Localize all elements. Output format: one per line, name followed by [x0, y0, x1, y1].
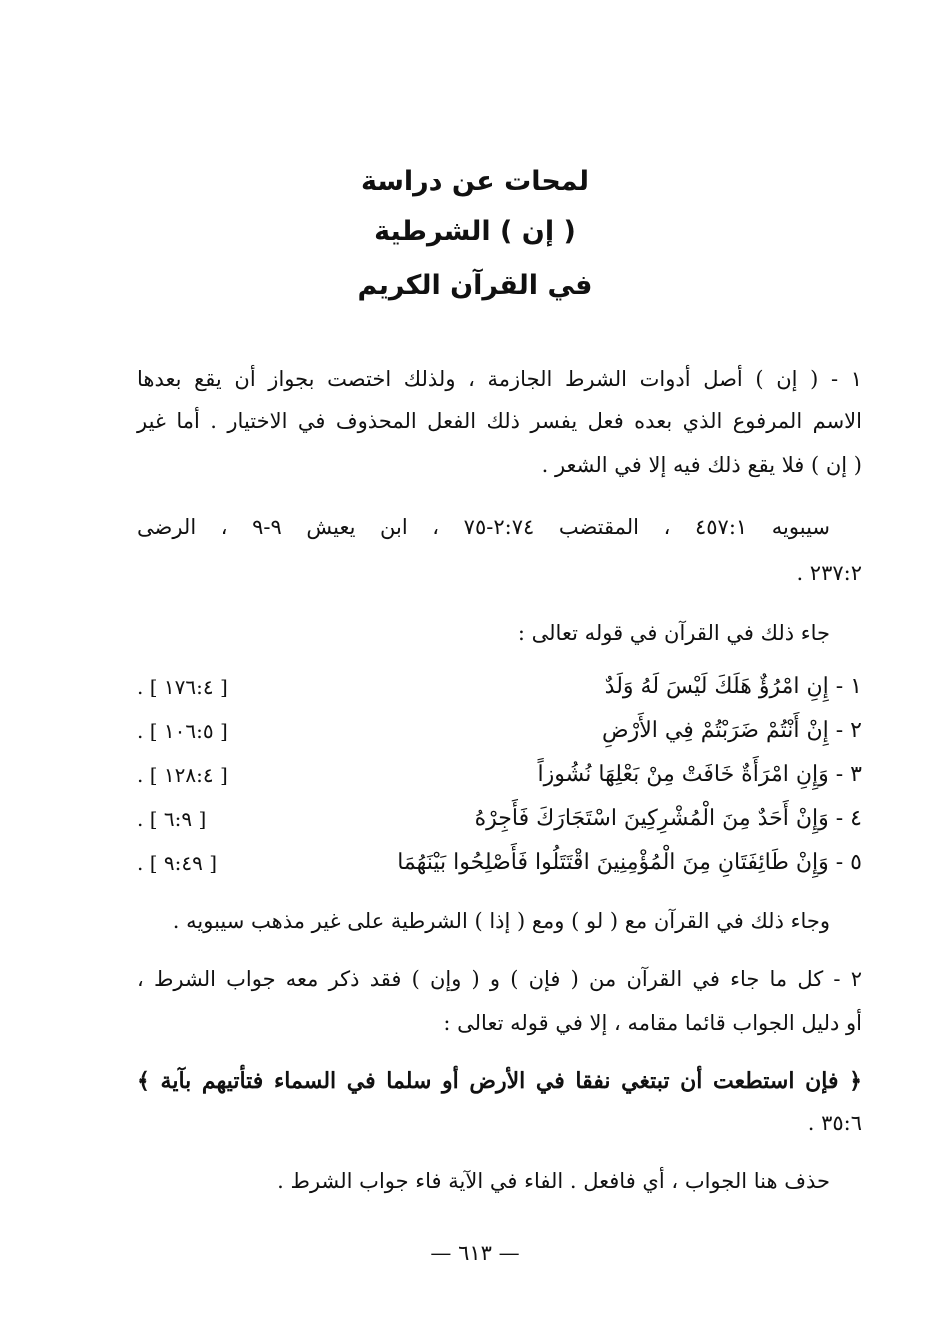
quoted-verse: ﴿ فإن استطعت أن تبتغي نفقا في الأرض أو سلما في السماء فتأتيهم بآية ﴾: [137, 1068, 862, 1094]
verse-row: [137, 670, 862, 704]
title-line-1: لمحات عن دراسة: [360, 166, 590, 197]
verse-row: [137, 802, 862, 836]
verse-row: [137, 846, 862, 880]
references-line-2: ٢٣٧:٢ .: [796, 561, 862, 585]
paragraph-1-line-2: الاسم المرفوع الذي بعده فعل يفسر ذلك الفعل المحذوف في الاختيار . أما غير: [137, 409, 862, 433]
verse-reference: [ ٩:٤٩ ] .: [137, 851, 218, 875]
page-number: — ٦١٣ —: [430, 1241, 520, 1265]
title-line-3: في القرآن الكريم: [357, 270, 593, 301]
verse-text: ٣ - وَإِنِ امْرَأَةٌ خَافَتْ مِنْ بَعْلِهَا نُشُوزاً: [537, 762, 862, 787]
verse-reference: [ ١٧٦:٤ ] .: [137, 675, 228, 699]
verse-reference: [ ٦:٩ ] .: [137, 807, 207, 831]
closing-sentence: حذف هنا الجواب ، أي فافعل . الفاء في الآية فاء جواب الشرط .: [277, 1169, 830, 1193]
verse-reference: [ ١٢٨:٤ ] .: [137, 763, 228, 787]
paragraph-1-line-3: ( إن ) فلا يقع ذلك فيه إلا في الشعر .: [541, 453, 862, 477]
paragraph-3-line-2: أو دليل الجواب قائما مقامه ، إلا في قوله تعالى :: [443, 1011, 862, 1035]
verse-text: ٢ - إِنْ أَنْتُمْ ضَرَبْتُمْ فِي الأَرْضِ: [602, 718, 862, 743]
title-line-2: ( إن ) الشرطية: [374, 216, 576, 247]
verse-text: ٥ - وَإِنْ طَائِفَتَانِ مِنَ الْمُؤْمِنِينَ اقْتَتَلُوا فَأَصْلِحُوا بَيْنَهُمَا: [397, 850, 862, 875]
verse-row: [137, 714, 862, 748]
verse-row: [137, 758, 862, 792]
quoted-verse-reference: ٣٥:٦ .: [807, 1111, 862, 1135]
paragraph-3-line-1: ٢ - كل ما جاء في القرآن من ( فإن ) و ( وإن ) فقد ذكر معه جواب الشرط ،: [137, 967, 862, 991]
verse-text: ٤ - وَإِنْ أَحَدٌ مِنَ الْمُشْرِكِينَ اسْتَجَارَكَ فَأَجِرْهُ: [474, 806, 862, 831]
paragraph-1-line-1: ١ - ( إن ) أصل أدوات الشرط الجازمة ، ولذلك اختصت بجواز أن يقع بعدها: [137, 367, 862, 391]
verse-text: ١ - إِنِ امْرُؤٌ هَلَكَ لَيْسَ لَهُ وَلَدٌ: [604, 674, 862, 699]
references-line-1: سيبويه ٤٥٧:١ ، المقتضب ٢:٧٤-٧٥ ، ابن يعيش ٩-٩ ، الرضى: [137, 515, 830, 539]
verses-intro: جاء ذلك في القرآن في قوله تعالى :: [517, 621, 830, 645]
paragraph-2: وجاء ذلك في القرآن مع ( لو ) ومع ( إذا ) الشرطية على غير مذهب سيبويه .: [172, 909, 830, 933]
verse-reference: [ ١٠٦:٥ ] .: [137, 719, 228, 743]
